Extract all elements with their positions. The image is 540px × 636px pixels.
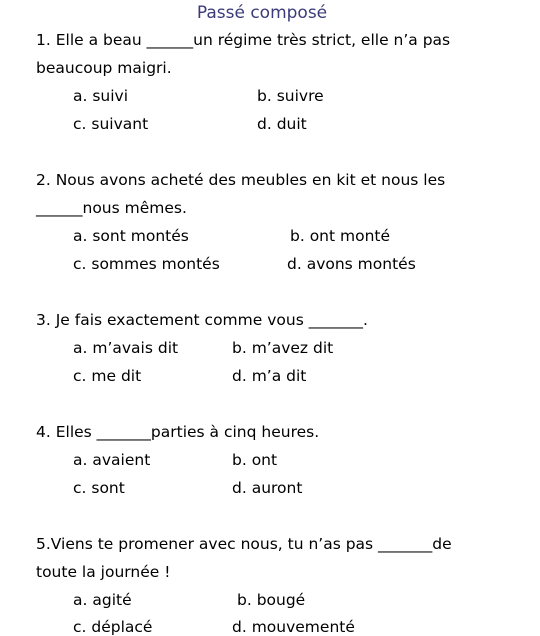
option-c[interactable]: c. déplacé — [73, 618, 153, 636]
option-d[interactable]: d. duit — [257, 115, 307, 133]
page-title: Passé composé — [196, 3, 328, 23]
option-a[interactable]: a. sont montés — [73, 227, 189, 245]
option-a[interactable]: a. m’avais dit — [73, 339, 179, 357]
option-a[interactable]: a. avaient — [73, 451, 151, 469]
option-b[interactable]: b. suivre — [257, 87, 324, 105]
question-text-line: 1. Elle a beau ______un régime très strict, elle n’a pas — [36, 31, 451, 49]
option-d[interactable]: d. auront — [232, 479, 303, 497]
question-text-line: 2. Nous avons acheté des meubles en kit et nous les — [36, 171, 446, 189]
option-d[interactable]: d. avons montés — [287, 255, 416, 273]
option-c[interactable]: c. me dit — [73, 367, 142, 385]
option-a[interactable]: a. agité — [73, 591, 132, 609]
option-d[interactable]: d. m’a dit — [232, 367, 307, 385]
option-c[interactable]: c. sont — [73, 479, 125, 497]
question-text-line: 4. Elles _______parties à cinq heures. — [36, 423, 320, 441]
option-b[interactable]: b. ont — [232, 451, 278, 469]
option-d[interactable]: d. mouvementé — [232, 618, 355, 636]
question-text-line: toute la journée ! — [36, 563, 171, 581]
option-a[interactable]: a. suivi — [73, 87, 129, 105]
option-b[interactable]: b. m’avez dit — [232, 339, 334, 357]
option-c[interactable]: c. sommes montés — [73, 255, 220, 273]
option-b[interactable]: b. bougé — [237, 591, 306, 609]
question-text-line: beaucoup maigri. — [36, 59, 172, 77]
question-text-line: 5.Viens te promener avec nous, tu n’as pas _______de — [36, 535, 452, 553]
option-c[interactable]: c. suivant — [73, 115, 149, 133]
option-b[interactable]: b. ont monté — [290, 227, 391, 245]
question-text-line: ______nous mêmes. — [36, 199, 187, 217]
question-text-line: 3. Je fais exactement comme vous _______. — [36, 311, 368, 329]
